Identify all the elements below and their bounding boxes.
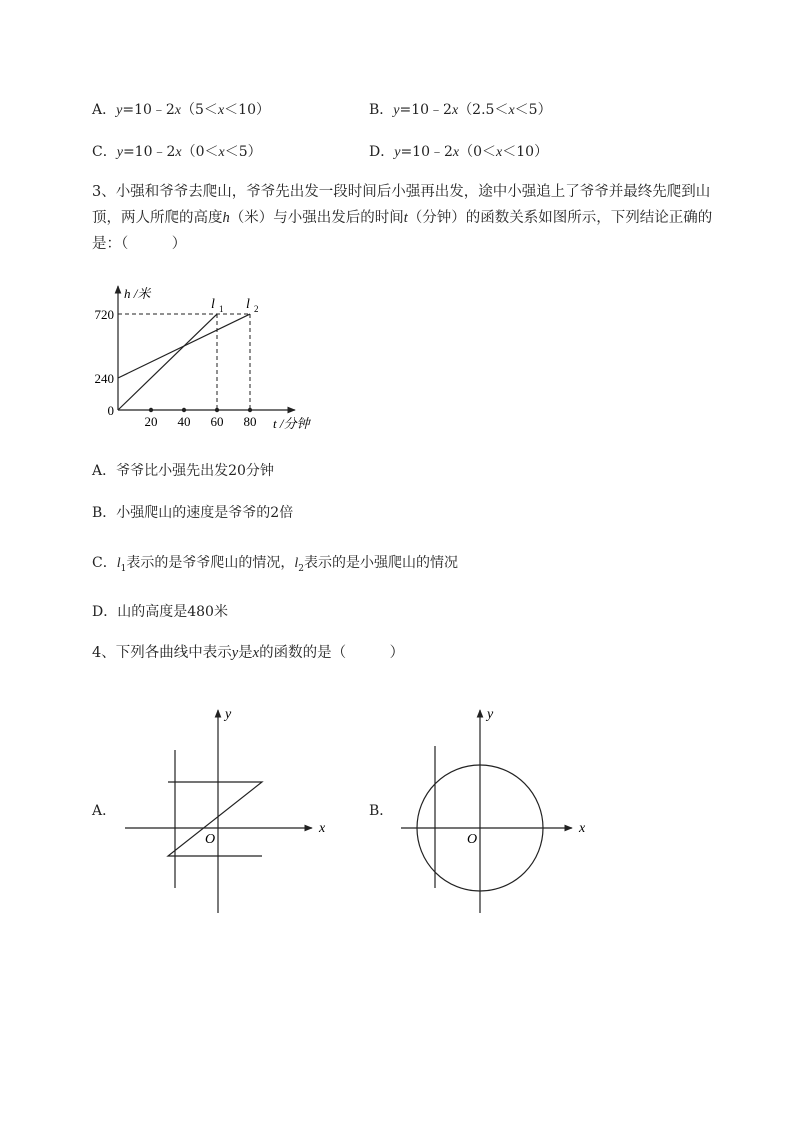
option-label: B． bbox=[369, 102, 394, 118]
series-label-l2: l bbox=[246, 297, 250, 313]
option-label: D． bbox=[369, 144, 395, 160]
x-tick-dot bbox=[149, 408, 153, 412]
math-x: x bbox=[496, 145, 503, 160]
math-y: y bbox=[393, 103, 400, 118]
series-line-l2 bbox=[118, 314, 250, 378]
y-axis-label: h /米 bbox=[124, 286, 151, 301]
math-x: x bbox=[508, 103, 515, 118]
text: （米）与小强出发后的时间 bbox=[229, 210, 404, 226]
range-close: ＜10） bbox=[502, 144, 549, 160]
y-axis-label: y bbox=[225, 707, 232, 722]
math-x: x bbox=[451, 103, 459, 118]
math-x: x bbox=[175, 145, 182, 160]
series-label-sub-l2: 2 bbox=[254, 304, 259, 315]
q3-option-d[interactable]: D．山的高度是480米 bbox=[92, 604, 228, 620]
text: （分钟）的函数关系如图所示，下列结论正确的 bbox=[407, 210, 713, 226]
option-label: A． bbox=[92, 102, 117, 118]
range-close: ＜10） bbox=[224, 102, 270, 118]
text: 表示的是爷爷爬山的情况， bbox=[126, 555, 295, 571]
text: 顶，两人所爬的高度 bbox=[92, 210, 223, 226]
series-label-l1: l bbox=[211, 297, 215, 313]
text: 的函数的是（ ） bbox=[259, 645, 405, 661]
math-x: x bbox=[217, 103, 225, 118]
math-y: y bbox=[116, 145, 123, 160]
origin-label: O bbox=[467, 832, 478, 847]
x-axis-label: t /分钟 bbox=[273, 416, 310, 431]
y-tick-label: 720 bbox=[94, 307, 114, 323]
x-tick-label: 40 bbox=[177, 414, 191, 429]
expr: =10﹣2 bbox=[122, 102, 175, 118]
math-y: y bbox=[394, 145, 401, 160]
text: 表示的是小强爬山的情况 bbox=[303, 555, 458, 571]
q4-option-a-graph[interactable] bbox=[115, 700, 335, 920]
q4-option-b-label[interactable]: B． bbox=[369, 803, 394, 819]
q3-option-c[interactable] bbox=[92, 552, 458, 574]
x-tick-dot bbox=[182, 408, 186, 412]
x-tick-label: 60 bbox=[210, 414, 224, 429]
x-axis-label: x bbox=[319, 821, 326, 836]
q4-option-a-label[interactable]: A． bbox=[92, 803, 117, 819]
range-close: ＜5） bbox=[224, 144, 262, 160]
expr: =10﹣2 bbox=[399, 102, 452, 118]
y-tick-label: 240 bbox=[94, 371, 114, 387]
option-label: C． bbox=[92, 144, 117, 160]
q2-option-b[interactable] bbox=[369, 99, 552, 119]
range-open: （0＜ bbox=[459, 144, 497, 160]
q3-stem-line-1: 3、小强和爷爷去爬山，爷爷先出发一段时间后小强再出发，途中小强追上了爷爷并最终先爬到山 bbox=[92, 184, 711, 200]
math-t: t bbox=[403, 210, 408, 226]
q2-option-a[interactable] bbox=[92, 99, 270, 119]
q4-stem bbox=[92, 641, 404, 665]
math-x: x bbox=[252, 645, 260, 661]
origin-label: O bbox=[205, 832, 216, 847]
math-x: x bbox=[218, 145, 225, 160]
expr: =10﹣2 bbox=[400, 144, 453, 160]
series-label-sub-l1: 1 bbox=[219, 304, 224, 315]
y-tick-label: 0 bbox=[107, 403, 114, 418]
x-tick-label: 80 bbox=[243, 414, 257, 429]
q3-option-a[interactable]: A．爷爷比小强先出发20分钟 bbox=[92, 463, 274, 479]
math-l: l bbox=[116, 556, 121, 571]
q2-option-c[interactable] bbox=[92, 141, 262, 161]
math-x: x bbox=[174, 103, 182, 118]
x-axis-label: x bbox=[579, 821, 586, 836]
text: 是 bbox=[238, 645, 253, 661]
q3-stem-line-2 bbox=[92, 206, 712, 230]
math-h: h bbox=[222, 210, 230, 226]
math-l: l bbox=[294, 556, 299, 571]
math-y: y bbox=[231, 645, 239, 661]
q3-chart bbox=[85, 280, 325, 440]
x-tick-label: 20 bbox=[144, 414, 158, 429]
q2-option-d[interactable] bbox=[369, 141, 548, 161]
range-close: ＜5） bbox=[514, 102, 552, 118]
subscript: 2 bbox=[298, 563, 304, 574]
option-label: C． bbox=[92, 555, 117, 571]
q3-option-b[interactable]: B．小强爬山的速度是爷爷的2倍 bbox=[92, 505, 294, 521]
range-open: （5＜ bbox=[181, 102, 218, 118]
expr: =10﹣2 bbox=[122, 144, 176, 160]
range-open: （2.5＜ bbox=[458, 102, 509, 118]
q3-stem-line-3: 是：（ ） bbox=[92, 236, 187, 252]
text: 4、下列各曲线中表示 bbox=[92, 645, 232, 661]
subscript: 1 bbox=[120, 563, 127, 574]
series-line-l1 bbox=[118, 314, 217, 410]
math-x: x bbox=[452, 145, 460, 160]
math-y: y bbox=[116, 103, 123, 118]
y-axis-label: y bbox=[487, 707, 494, 722]
range-open: （0＜ bbox=[181, 144, 219, 160]
q4-option-b-graph[interactable] bbox=[395, 700, 595, 920]
